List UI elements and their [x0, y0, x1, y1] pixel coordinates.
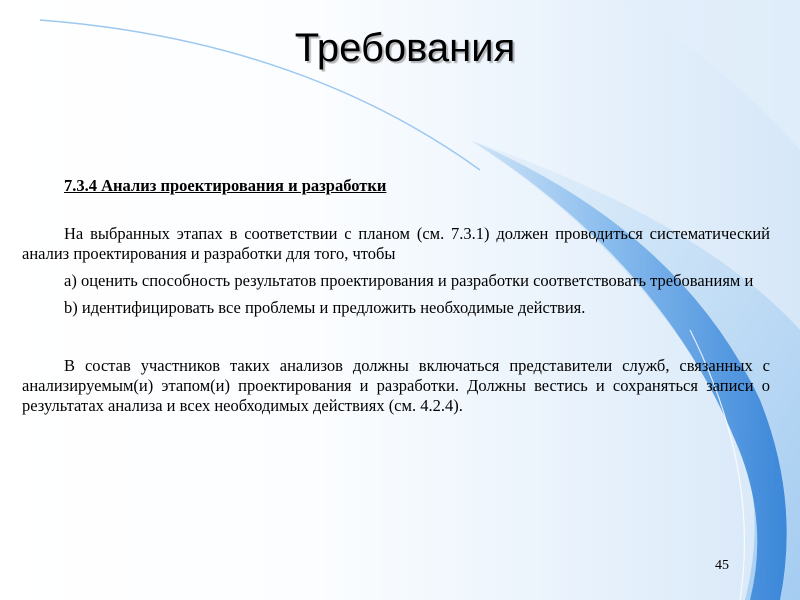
paragraph-intro: На выбранных этапах в соответствии с планом (см. 7.3.1) должен проводиться систематический анализ проектирования и разработки для того, чтобы: [22, 224, 770, 263]
paragraph-participants: В состав участников таких анализов должны включаться представители служб, связанных с анализируемым(и) этапом(и) проектирования и разработки. Должны вестись и сохраняться записи о результатах анализа и всех необходимых действиях (см. 4.2.4).: [22, 356, 770, 415]
page-number: 45: [715, 558, 729, 573]
paragraph-item-b: b) идентифицировать все проблемы и предложить необходимые действия.: [64, 298, 586, 317]
section-heading: 7.3.4 Анализ проектирования и разработки: [64, 176, 387, 195]
slide-body: [22, 176, 770, 416]
swoosh-top-wedge: [620, 0, 800, 150]
paragraph-item-a: а) оценить способность результатов проектирования и разработки соответствовать требованиям и: [64, 271, 754, 290]
slide-title: Требования: [294, 26, 516, 70]
